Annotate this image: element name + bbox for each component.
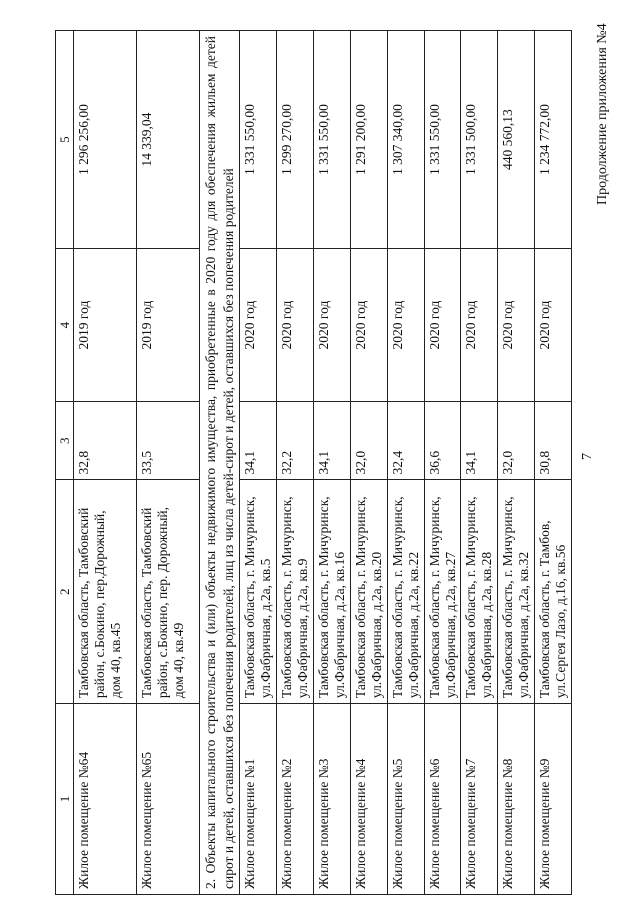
- property-name: Жилое помещение №7: [461, 704, 498, 895]
- property-cost: 1 299 270,00: [277, 31, 314, 249]
- property-area: 32,2: [277, 401, 314, 480]
- table-row: [277, 31, 314, 895]
- column-number: 2: [56, 480, 74, 704]
- property-address: Тамбовская область, г. Мичуринск, ул.Фабричная, д.2а, кв.16: [314, 480, 351, 704]
- property-address: Тамбовская область, г. Мичуринск, ул.Фабричная, д.2а, кв.9: [277, 480, 314, 704]
- table-row: [137, 31, 200, 895]
- property-year: 2020 год: [461, 249, 498, 402]
- table-row: [424, 31, 461, 895]
- column-number: 4: [56, 249, 74, 402]
- property-year: 2020 год: [424, 249, 461, 402]
- property-name: Жилое помещение №6: [424, 704, 461, 895]
- property-cost: 1 331 550,00: [240, 31, 277, 249]
- property-area: 34,1: [461, 401, 498, 480]
- property-name: Жилое помещение №5: [387, 704, 424, 895]
- property-address: Тамбовская область, г. Мичуринск, ул.Фабричная, д.2а, кв.20: [350, 480, 387, 704]
- column-number-row: [56, 31, 74, 895]
- property-cost: 1 331 500,00: [461, 31, 498, 249]
- property-area: 30,8: [535, 401, 572, 480]
- property-name: Жилое помещение №1: [240, 704, 277, 895]
- table-row: [240, 31, 277, 895]
- property-name: Жилое помещение №8: [498, 704, 535, 895]
- property-cost: 1 331 550,00: [314, 31, 351, 249]
- property-address: Тамбовская область, г. Мичуринск, ул.Фабричная, д.2а, кв.22: [387, 480, 424, 704]
- section-heading-row: [200, 31, 240, 895]
- page-number: 7: [580, 453, 595, 460]
- property-name: Жилое помещение №3: [314, 704, 351, 895]
- table-row: [74, 31, 137, 895]
- property-cost: 1 307 340,00: [387, 31, 424, 249]
- property-cost: 14 339,04: [137, 31, 200, 249]
- property-area: 36,6: [424, 401, 461, 480]
- table-row: [498, 31, 535, 895]
- table-row: [387, 31, 424, 895]
- property-area: 34,1: [240, 401, 277, 480]
- property-address: Тамбовская область, г. Тамбов, ул.Сергея Лазо, д.16, кв.56: [535, 480, 572, 704]
- property-address: Тамбовская область, г. Мичуринск, ул.Фабричная, д.2а, кв.5: [240, 480, 277, 704]
- table-row: [535, 31, 572, 895]
- property-area: 32,8: [74, 401, 137, 480]
- property-name: Жилое помещение №64: [74, 704, 137, 895]
- property-area: 33,5: [137, 401, 200, 480]
- column-number: 1: [56, 704, 74, 895]
- property-address: Тамбовская область, г. Мичуринск, ул.Фабричная, д.2а, кв.32: [498, 480, 535, 704]
- property-name: Жилое помещение №9: [535, 704, 572, 895]
- appendix-continuation-label: Продолжение приложения №4: [595, 23, 610, 205]
- property-year: 2020 год: [535, 249, 572, 402]
- column-number: 3: [56, 401, 74, 480]
- table-row: [461, 31, 498, 895]
- property-area: 32,0: [350, 401, 387, 480]
- property-cost: 1 331 550,00: [424, 31, 461, 249]
- property-year: 2020 год: [498, 249, 535, 402]
- property-year: 2020 год: [277, 249, 314, 402]
- table-row: [350, 31, 387, 895]
- property-cost: 1 234 772,00: [535, 31, 572, 249]
- table-row: [314, 31, 351, 895]
- property-name: Жилое помещение №2: [277, 704, 314, 895]
- property-area: 34,1: [314, 401, 351, 480]
- property-year: 2019 год: [137, 249, 200, 402]
- property-name: Жилое помещение №4: [350, 704, 387, 895]
- property-cost: 1 291 200,00: [350, 31, 387, 249]
- property-address: Тамбовская область, Тамбовский район, с.Бокино, пер. Дорожный, дом 40, кв.49: [137, 480, 200, 704]
- property-address: Тамбовская область, г. Мичуринск, ул.Фабричная, д.2а, кв.28: [461, 480, 498, 704]
- property-area: 32,0: [498, 401, 535, 480]
- property-address: Тамбовская область, Тамбовский район, с.Бокино, пер.Дорожный, дом 40, кв.45: [74, 480, 137, 704]
- property-cost: 440 560,13: [498, 31, 535, 249]
- property-area: 32,4: [387, 401, 424, 480]
- property-name: Жилое помещение №65: [137, 704, 200, 895]
- property-cost: 1 296 256,00: [74, 31, 137, 249]
- property-year: 2020 год: [387, 249, 424, 402]
- property-year: 2020 год: [314, 249, 351, 402]
- property-year: 2020 год: [240, 249, 277, 402]
- column-number: 5: [56, 31, 74, 249]
- property-address: Тамбовская область, г. Мичуринск, ул.Фабричная, д.2а, кв.27: [424, 480, 461, 704]
- property-table: [55, 30, 572, 895]
- property-year: 2020 год: [350, 249, 387, 402]
- section-2-heading: 2. Объекты капитального строительства и (или) объекты недвижимого имущества, приобретенные в 2020 году для обеспечения жильем детей сирот и детей, оставшихся без попечения родителей, лиц из числа детей-сирот и детей, оставшихся без попечения родителей: [200, 31, 240, 895]
- property-year: 2019 год: [74, 249, 137, 402]
